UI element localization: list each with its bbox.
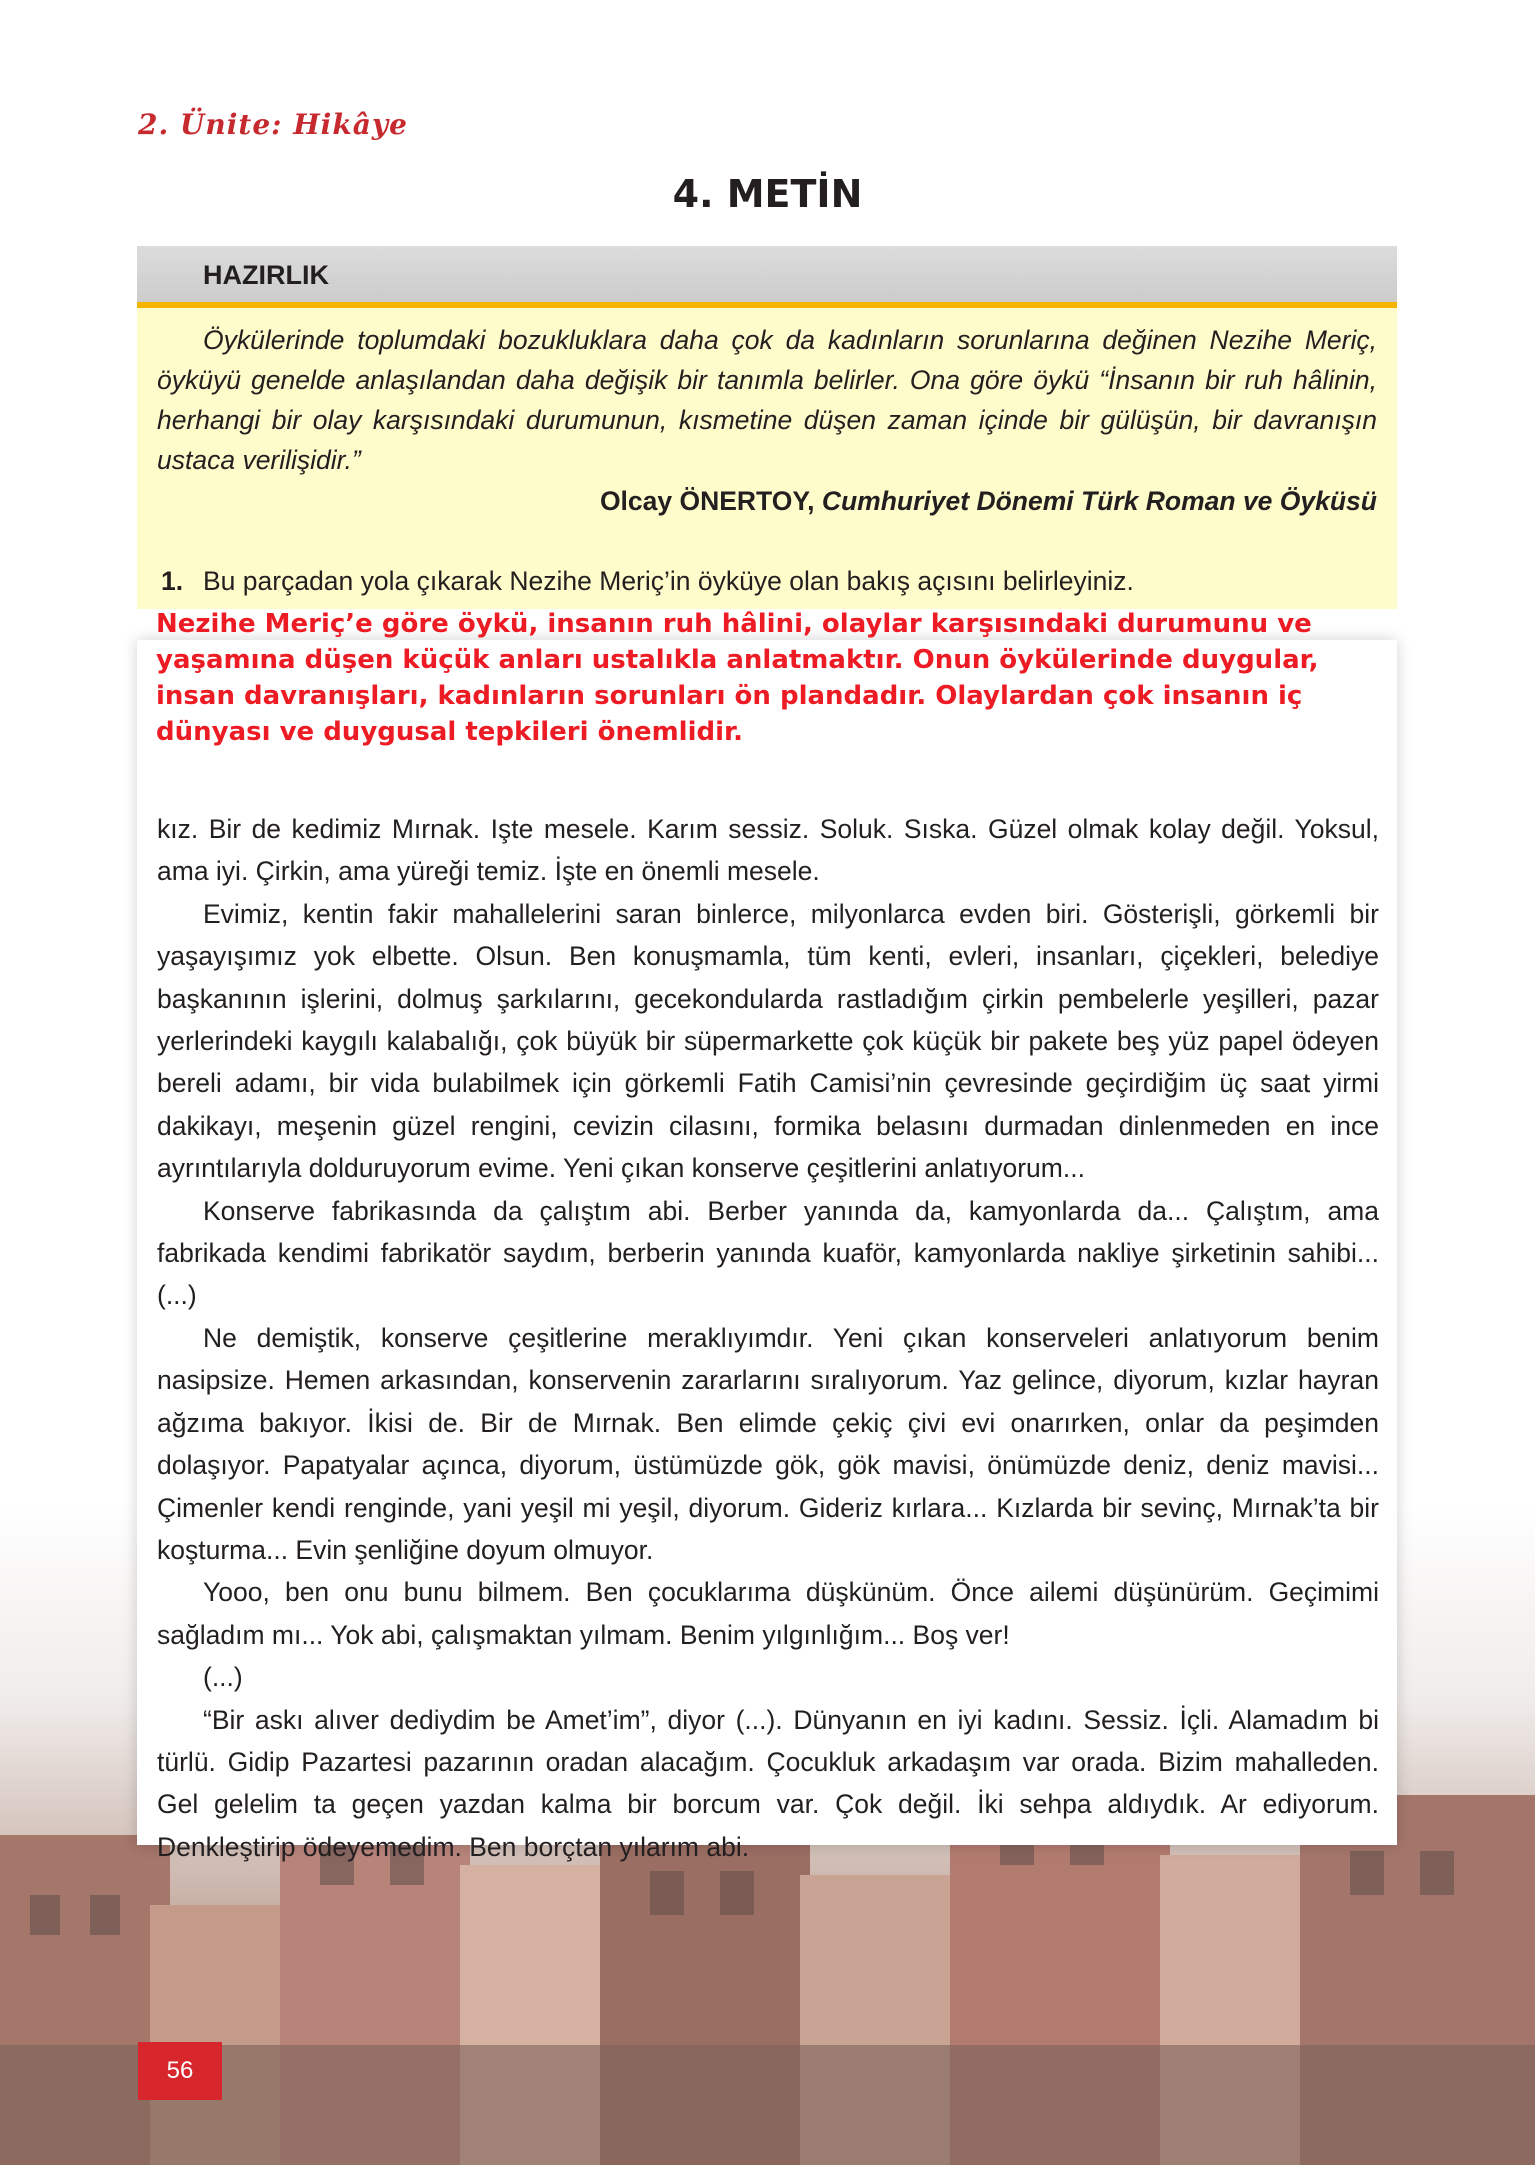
answer-text: Nezihe Meriç’e göre öykü, insanın ruh hâlini, olaylar karşısındaki durumunu ve yaşamına düşen küçük anları ustalıkla anlatmaktır. Onun öykülerinde duygular, insan davranışları, kadınların sorunları ön plandadır. Olaylardan çok insanın iç dünyası ve duygusal tepkileri önemlidir.	[156, 609, 1319, 747]
hazirlik-section	[137, 246, 1397, 609]
story-paragraph: Konserve fabrikasında da çalıştım abi. Berber yanında da, kamyonlarda da... Çalıştım, ama fabrikada kendimi fabrikatör saydım, berberin yanında kuaför, kamyonlarda nakliye şirketinin sahibi... (...)	[157, 1195, 1379, 1311]
page-title: 4. METİN	[672, 172, 863, 216]
citation-work: Cumhuriyet Dönemi Türk Roman ve Öyküsü	[821, 486, 1377, 516]
story-paragraph: “Bir askı alıver dediydim be Amet’im”, diyor (...). Dünyanın en iyi kadını. Sessiz. İçli. Alamadım bi türlü. Gidip Pazartesi pazarının oradan alacağım. Çocukluk arkadaşım var orada. Bizim mahalleden. Gel gelelim ta geçen yazdan kalma bir borcum var. Çok değil. İki sehpa aldıydık. Ar ediyorum. Denkleştirip ödeyemedim. Ben borçtan yılarım abi.	[157, 1704, 1379, 1862]
hazirlik-quote: Öykülerinde toplumdaki bozukluklara daha çok da kadınların sorunlarına değinen Nezihe Meriç, öyküyü genelde anlaşılandan daha değişik bir tanımla belirler. Ona göre öykü “İnsanın bir ruh hâlinin, herhangi bir olay karşısındaki durumunun, kısmetine düşen zaman içinde bir gülüşün, bir davranışın ustaca verilişidir.”	[157, 325, 1377, 475]
unit-label: 2. Ünite: Hikâye	[138, 108, 408, 141]
question-number: 1.	[161, 566, 184, 596]
quote-citation	[600, 486, 1377, 517]
story-text-panel	[137, 640, 1397, 1862]
hazirlik-heading: HAZIRLIK	[203, 260, 329, 290]
story-paragraph: (...)	[203, 1662, 243, 1693]
story-paragraph: Evimiz, kentin fakir mahallelerini saran binlerce, milyonlarca evden biri. Gösterişli, görkemli bir yaşayışımız yok elbette. Olsun. Ben konuşmamla, tüm kenti, evleri, insanları, çiçekleri, belediye başkanının işlerini, dolmuş şarkılarını, gecekondularda rastladığım çirkin pembelerle yeşilleri, pazar yerlerindeki kaygılı kalabalığı, çok büyük bir süpermarkette çok küçük bir pakete beş yüz papel ödeyen bereli adamı, bir vida bulabilmek için görkemli Fatih Camisi’nin çevresinde geçirdiğim üç saat yirmi dakikayı, meşenin güzel rengini, cevizin cilasını, formika belasını durmadan dinlenmeden en ince ayrıntılarıyla dolduruyorum evime. Yeni çıkan konserve çeşitlerini anlatıyorum...	[157, 898, 1379, 1184]
page-number: 56	[138, 2042, 222, 2100]
story-paragraph: kız. Bir de kedimiz Mırnak. Işte mesele. Karım sessiz. Soluk. Sıska. Güzel olmak kolay değil. Yoksul, ama iyi. Çirkin, ama yüreği temiz. İşte en önemli mesele.	[157, 814, 1379, 887]
story-paragraph: Yooo, ben onu bunu bilmem. Ben çocuklarıma düşkünüm. Önce ailemi düşünürüm. Geçimimi sağladım mı... Yok abi, çalışmaktan yılmam. Benim yılgınlığım... Boş ver!	[157, 1577, 1379, 1650]
story-paragraph: Ne demiştik, konserve çeşitlerine meraklıyımdır. Yeni çıkan konserveleri anlatıyorum benim nasipsize. Hemen arkasından, konservenin zararlarını sıralıyorum. Yaz gelince, diyorum, kızlar hayran ağzıma bakıyor. İkisi de. Bir de Mırnak. Ben elimde çekiç çivi evi onarırken, onlar da peşimden dolaşıyor. Papatyalar açınca, diyorum, üstümüzde gök, gök mavisi, önümüzde deniz, deniz mavisi... Çimenler kendi renginde, yani yeşil mi yeşil, diyorum. Gideriz kırlara... Kızlarda bir sevinç, Mırnak’ta bir koşturma... Evin şenliğine doyum olmuyor.	[157, 1322, 1379, 1565]
story-body	[157, 808, 1379, 1868]
hazirlik-header	[137, 246, 1397, 308]
question-text: Bu parçadan yola çıkarak Nezihe Meriç’in öyküye olan bakış açısını belirleyiniz.	[203, 566, 1134, 596]
citation-author: Olcay ÖNERTOY,	[599, 486, 822, 516]
question-item	[161, 566, 1134, 597]
